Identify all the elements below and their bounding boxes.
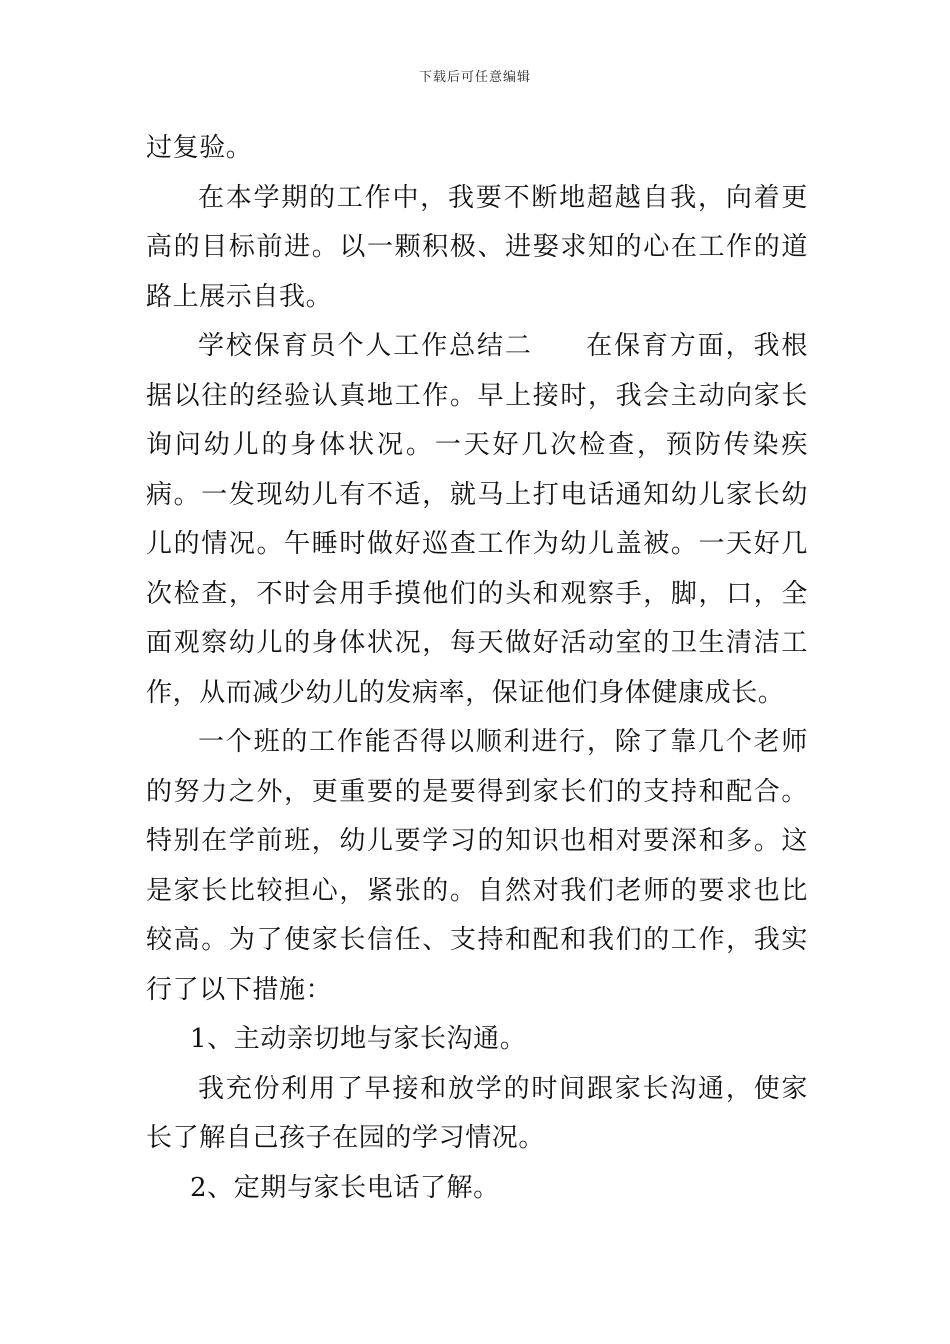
- paragraph-continuation: 过复验。: [146, 133, 253, 163]
- paragraph-care-work: [146, 322, 808, 718]
- care-work-body: 在保育方面，我根据以往的经验认真地工作。早上接时，我会主动向家长询问幼儿的身体状况。一天好几次检查，预防传染疾病。一发现幼儿有不适，就马上打电话通知幼儿家长幼儿的情况。午睡时做好巡查工作为幼儿盖被。一天好几次检查，不时会用手摸他们的头和观察手，脚，口，全面观察幼儿的身体状况，每天做好活动室的卫生清洁工作，从而减少幼儿的发病率，保证他们身体健康成长。: [146, 331, 808, 708]
- document-body: [146, 124, 808, 1213]
- paragraph-communication: 我充份利用了早接和放学的时间跟家长沟通，使家长了解自己孩子在园的学习情况。: [146, 1073, 808, 1153]
- page-header-note: 下载后可任意编辑: [418, 70, 531, 85]
- paragraph-self-improvement: 在本学期的工作中，我要不断地超越自我，向着更高的目标前进。以一颗积极、进娶求知的心在工作的道路上展示自我。: [146, 182, 808, 312]
- paragraph-parent-cooperation: 一个班的工作能否得以顺利进行，除了靠几个老师的努力之外，更重要的是要得到家长们的支持和配合。特别在学前班，幼儿要学习的知识也相对要深和多。这是家长比较担心，紧张的。自然对我们老师的要求也比较高。为了使家长信任、支持和配和我们的工作，我实行了以下措施：: [146, 727, 808, 1005]
- list-item-1: 1、主动亲切地与家长沟通。: [190, 1024, 527, 1054]
- list-item-2: 2、定期与家长电话了解。: [190, 1172, 500, 1203]
- section-title: 学校保育员个人工作总结二: [198, 331, 533, 361]
